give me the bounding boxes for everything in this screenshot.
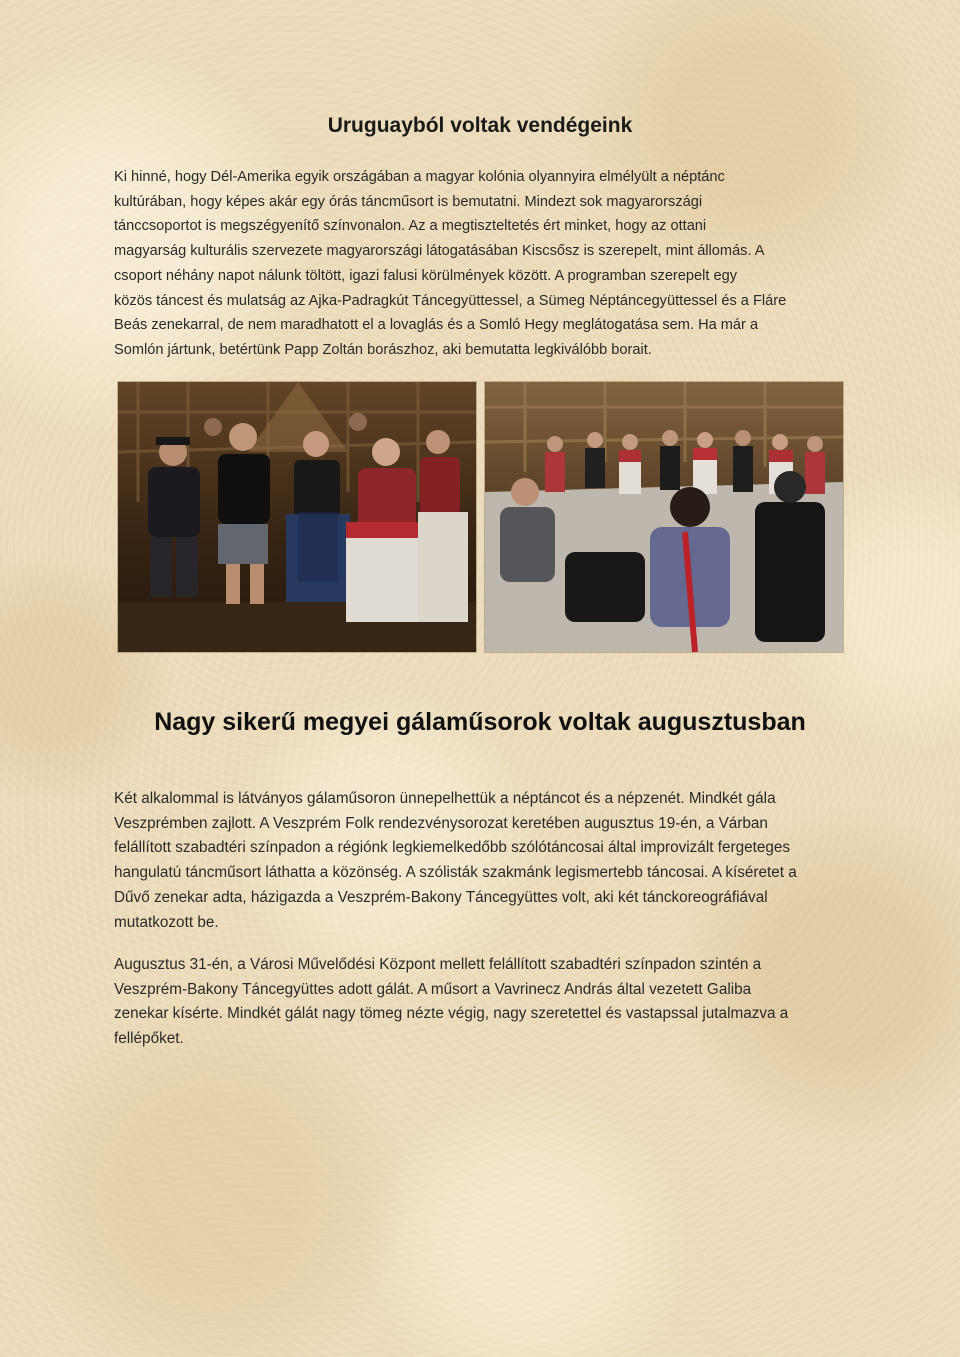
article2-paragraph-1 (114, 787, 854, 935)
article1-line: közös táncest és mulatság az Ajka-Padragkút Táncegyüttessel, a Sümeg Néptáncegyüttessel és a Fláre (114, 292, 787, 309)
article1-line: Somlón jártunk, betértünk Papp Zoltán borászhoz, aki bemutatta legkiválóbb borait. (114, 341, 652, 358)
article1-title: Uruguayból voltak vendégeink (327, 114, 633, 137)
article2-line: zenekar kísérte. Mindkét gálát nagy tömeg nézte végig, nagy szeretettel és vastapssal jutalmazva a (114, 1005, 789, 1023)
article2-line: hangulatú táncműsort láthatta a közönség. A szólisták szakmánk legismertebb táncosai. A kíséretet a (114, 864, 797, 882)
photo-seated-dancers (117, 381, 477, 653)
article2-line: Két alkalommal is látványos gálaműsoron ünnepelhettük a néptáncot és a népzenét. Mindkét gála (114, 790, 776, 807)
article2-line: felállított szabadtéri színpadon a régiónk legkiemelkedőbb szólótáncosai által improvizált fergeteges (114, 839, 790, 857)
article2-line: Veszprém-Bakony Táncegyüttes adott gálát. A műsort a Vavrinecz András által vezetett Galiba (114, 980, 752, 998)
article2-line: Dűvő zenekar adta, házigazda a Veszprém-Bakony Táncegyüttes volt, aki két tánckoreográfiával (114, 888, 768, 906)
article1-body (114, 165, 854, 363)
article2-title: Nagy sikerű megyei gálaműsorok voltak augusztusban (154, 708, 806, 736)
photo-circle-dance (484, 381, 844, 653)
article2-paragraph-2 (114, 953, 854, 1052)
article1-line: csoport néhány napot nálunk töltött, igazi falusi körülmények között. A programban szerepelt egy (114, 267, 738, 284)
article1-line: Ki hinné, hogy Dél-Amerika egyik országában a magyar kolónia olyannyira elmélyült a néptánc (114, 169, 725, 185)
article2-line: mutatkozott be. (114, 913, 219, 931)
article2-line: Veszprémben zajlott. A Veszprém Folk rendezvénysorozat keretében augusztus 19-én, a Várban (114, 814, 768, 832)
article2-line: fellépőket. (114, 1030, 184, 1048)
article1-line: magyarság kulturális szervezete magyarországi látogatásában Kiscsősz is szerepelt, mint állomás. A (114, 243, 765, 260)
article2-line: Augusztus 31-én, a Városi Művelődési Központ mellett felállított szabadtéri színpadon szintén a (114, 956, 762, 973)
article1-line: Beás zenekarral, de nem maradhatott el a lovaglás és a Somló Hegy meglátogatása sem. Ha már a (114, 317, 759, 334)
article1-line: tánccsoportot is megszégyenítő színvonalon. Az a megtiszteltetés ért minket, hogy az ottani (114, 218, 707, 235)
article1-line: kultúrában, hogy képes akár egy órás táncműsort is bemutatni. Mindezt sok magyarországi (114, 193, 703, 210)
